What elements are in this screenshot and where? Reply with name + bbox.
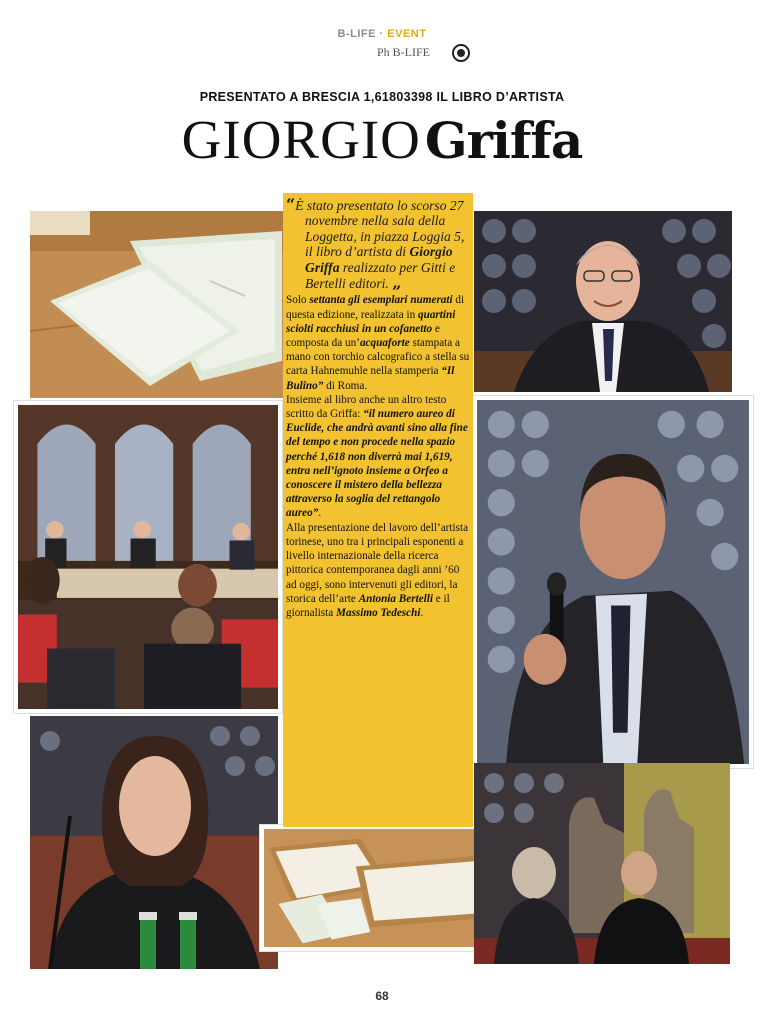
- pull-quote: [286, 197, 470, 291]
- photo-book-box: [30, 211, 283, 398]
- open-book-image: [264, 829, 492, 947]
- paragraph-text-griffa: Insieme al libro anche un altro testo scritto da Griffa: “il numero aureo di Euclide, che andrà avanti sino alla fine del tempo e non procede nella spazio perché 1,618 non diverrà mai 1,619, entra nell’ignoto insieme a Orfeo a conoscere il mistero della bellezza attraverso la soglia del rettangolo aureo”.: [286, 393, 468, 520]
- section-label: [0, 28, 764, 40]
- audience-horses-image: [474, 763, 730, 964]
- brand-name: B-LIFE: [337, 28, 376, 40]
- magazine-logo-icon: [452, 44, 470, 62]
- paragraph-edition: Solo settanta gli esemplari numerati di questa edizione, realizzata in quartini sciolti racchiusi in un cofanetto e composta da un’acquaforte stampata a mano con torchio calcografico a stella su carta Hahnemuhle nella stamperia “Il Bulino” di Roma.: [286, 294, 470, 392]
- photo-credit: Ph B-LIFE: [376, 45, 430, 59]
- conference-hall-image: [18, 405, 278, 709]
- brand-separator: ·: [379, 28, 384, 40]
- section-name: EVENT: [387, 28, 427, 40]
- photo-conference-hall: [14, 401, 282, 713]
- photo-audience-horses: [474, 763, 730, 964]
- article-body: [286, 293, 470, 620]
- speaker-microphone-image: [477, 400, 749, 764]
- article-title: [0, 108, 764, 171]
- photo-artist-portrait: [474, 211, 732, 392]
- book-box-image: [30, 211, 283, 398]
- title-first-name: GIORGIO: [181, 109, 421, 170]
- article-subtitle: PRESENTATO A BRESCIA 1,61803398 IL LIBRO D’ARTISTA: [199, 90, 565, 104]
- paragraph-presentation: Alla presentazione del lavoro dell’artista torinese, uno tra i principali esponenti a livello internazionale della ricerca pittorica contemporanea dagli anni ’60 ad oggi, sono intervenuti gli editori, la storica dell’arte Antonia Bertelli e il giornalista Massimo Tedeschi.: [286, 521, 469, 619]
- close-quote-mark: „: [392, 273, 402, 293]
- artist-portrait-image: [474, 211, 732, 392]
- article-text-panel: [283, 193, 473, 827]
- woman-portrait-image: [30, 716, 278, 969]
- page-number: 68: [375, 989, 389, 1003]
- photo-speaker-microphone: [473, 396, 753, 768]
- pull-quote-text: “È stato presentato lo scorso 27 novembre nella sala della Loggetta, in piazza Loggia 5, il libro d’artista di Giorgio Griffa realizzato per Gitti e Bertelli editori. „: [286, 195, 465, 293]
- open-quote-mark: “: [286, 195, 296, 214]
- title-last-name: Griffa: [424, 111, 583, 170]
- artist-name: Giorgio Griffa: [305, 244, 453, 275]
- photo-open-book: [260, 825, 496, 951]
- photo-woman-portrait: [30, 716, 278, 969]
